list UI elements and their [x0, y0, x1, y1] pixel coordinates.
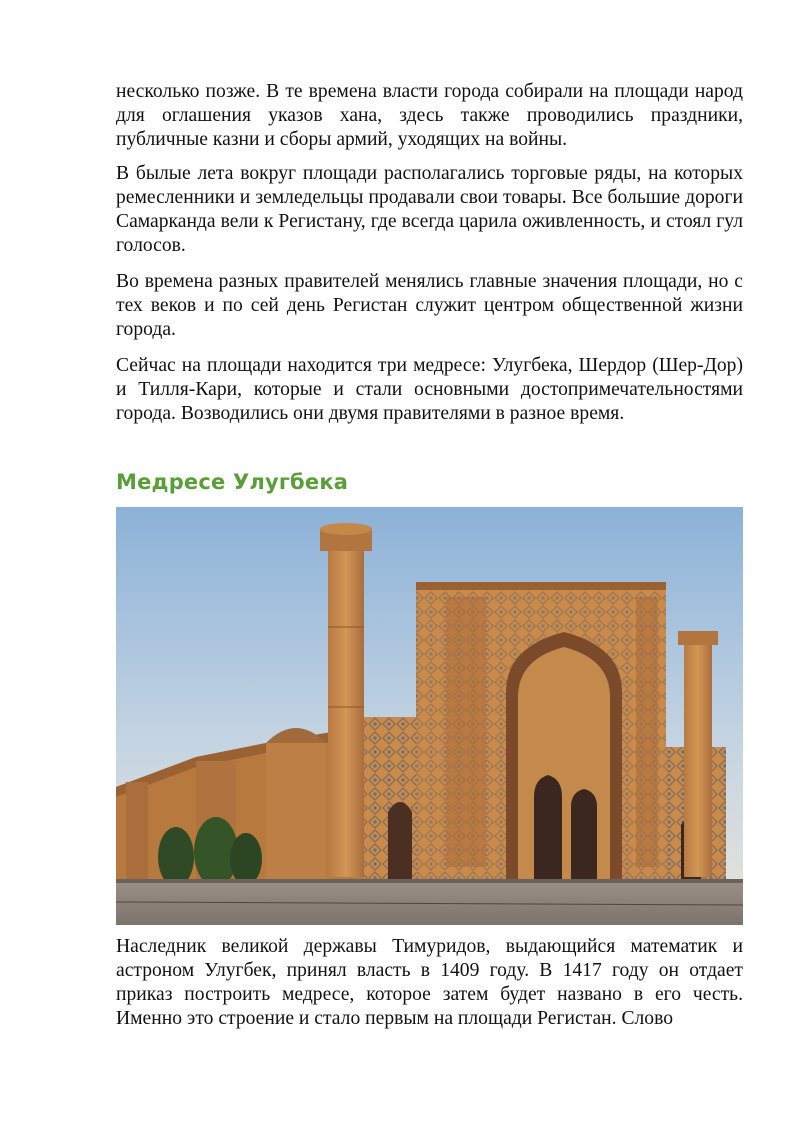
madrasah-photo: [116, 507, 743, 925]
paragraph-5: Наследник великой державы Тимуридов, выдающийся математик и астроном Улугбек, принял власть в 1409 году. В 1417 году он отдает приказ построить медресе, которое затем будет названо в его честь. Именно это строение и стало первым на площади Регистан. Слово: [116, 936, 743, 1029]
paragraph-3: Во времена разных правителей менялись главные значения площади, но с тех веков и по сей день Регистан служит центром общественной жизни города.: [116, 271, 743, 340]
paragraph-1: несколько позже. В те времена власти города собирали на площади народ для оглашения указов хана, здесь также проводились праздники, публичные казни и сборы армий, уходящих на войны.: [116, 81, 743, 150]
paragraph-4: Сейчас на площади находится три медресе: Улугбека, Шердор (Шер-Дор) и Тилля-Кари, которые и стали основными достопримечательностями города. Возводились они двумя правителями в разное время.: [116, 355, 743, 424]
section-heading: Медресе Улугбека: [116, 470, 349, 494]
paragraph-2: В былые лета вокруг площади располагались торговые ряды, на которых ремесленники и земледельцы продавали свои товары. Все большие дороги Самарканда вели к Регистану, где всегда царила оживленность, и стоял гул голосов.: [116, 163, 743, 256]
